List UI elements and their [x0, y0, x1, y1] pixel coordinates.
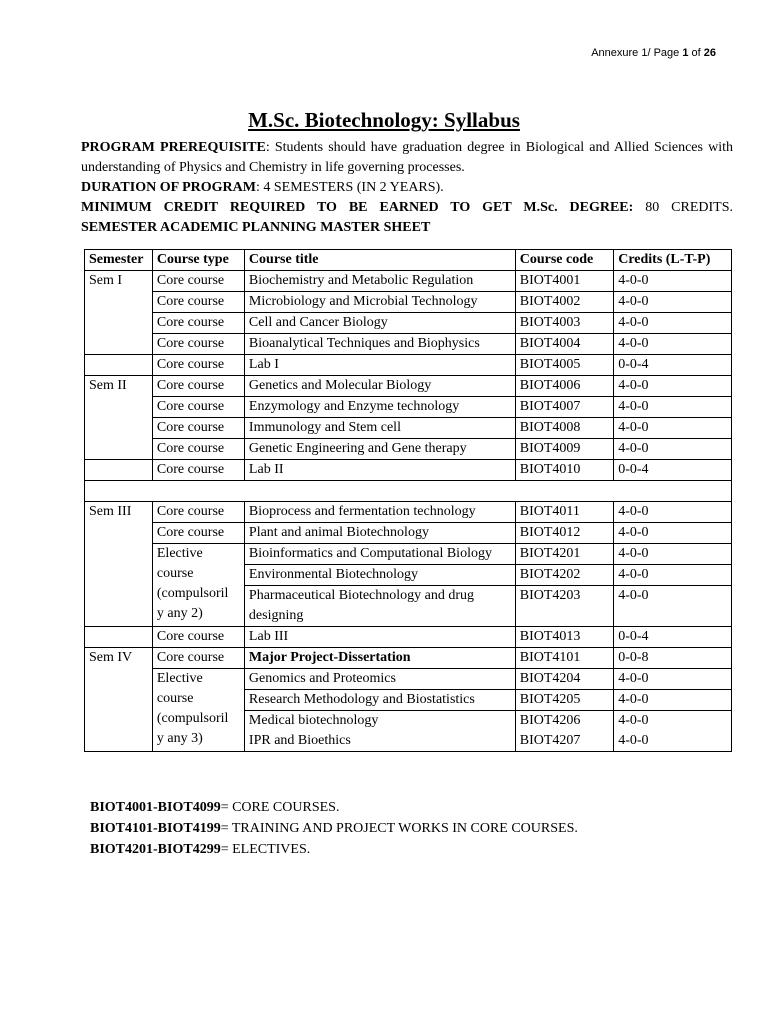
course-title: Environmental Biotechnology [244, 565, 515, 586]
semester-cell: Sem II [85, 376, 153, 397]
table-header-row [85, 250, 732, 271]
course-credits: 0-0-4 [614, 355, 732, 376]
course-code: BIOT4008 [515, 418, 613, 439]
separator-row [85, 481, 732, 502]
elective-line: (compulsoril [156, 711, 229, 726]
course-title: Genetic Engineering and Gene therapy [244, 439, 515, 460]
course-credits: 4-0-0 [614, 418, 732, 439]
course-code: BIOT4011 [515, 502, 613, 523]
semester-cell [85, 565, 153, 586]
course-type: Core course [152, 418, 244, 439]
course-code: BIOT4101 [515, 648, 613, 669]
course-code: BIOT4201 [515, 544, 613, 565]
legend-core: BIOT4001-BIOT4099= CORE COURSES. [90, 800, 340, 815]
course-credits: 4-0-0 [614, 586, 732, 627]
page-number-header: Annexure 1/ Page 1 of 26 [591, 47, 716, 59]
table-row [85, 292, 732, 313]
course-credits: 0-0-8 [614, 648, 732, 669]
course-credits: 4-0-0 [614, 502, 732, 523]
minimum-credit: MINIMUM CREDIT REQUIRED TO BE EARNED TO GET M.Sc. DEGREE: 80 CREDITS. [81, 200, 734, 215]
course-credits: 4-0-0 [614, 690, 732, 711]
course-title: Cell and Cancer Biology [244, 313, 515, 334]
semester-cell [85, 544, 153, 565]
course-credits: 4-0-0 [614, 439, 732, 460]
course-credits: 4-0-0 [614, 669, 732, 690]
course-type: Core course [152, 502, 244, 523]
course-credits: 4-0-0 [614, 523, 732, 544]
header-credits: Credits (L-T-P) [614, 250, 732, 271]
course-type: Core course [152, 292, 244, 313]
course-title: Enzymology and Enzyme technology [244, 397, 515, 418]
elective-line: course [156, 566, 194, 581]
course-title: Lab II [244, 460, 515, 481]
course-code: BIOT4202 [515, 565, 613, 586]
course-credits: 4-0-0 [614, 565, 732, 586]
course-code: BIOT4207 [515, 731, 613, 752]
table-row [85, 397, 732, 418]
program-duration: DURATION OF PROGRAM: 4 SEMESTERS (IN 2 YEARS). [81, 180, 444, 195]
legend-training: BIOT4101-BIOT4199= TRAINING AND PROJECT WORKS IN CORE COURSES. [90, 821, 578, 836]
header-course-title: Course title [244, 250, 515, 271]
table-row [85, 523, 732, 544]
program-intro [81, 138, 733, 238]
table-row [85, 313, 732, 334]
header-course-type: Course type [152, 250, 244, 271]
table-row [85, 376, 732, 397]
semester-cell [85, 627, 153, 648]
elective-line: course [156, 691, 194, 706]
course-type: Core course [152, 439, 244, 460]
course-title: Major Project-Dissertation [244, 648, 515, 669]
table-row [85, 544, 732, 565]
course-title: Bioprocess and fermentation technology [244, 502, 515, 523]
course-code: BIOT4203 [515, 586, 613, 627]
elective-line: y any 2) [156, 606, 203, 621]
course-code: BIOT4012 [515, 523, 613, 544]
course-credits: 4-0-0 [614, 731, 732, 752]
course-title: Genomics and Proteomics [244, 669, 515, 690]
course-title: Plant and animal Biotechnology [244, 523, 515, 544]
course-code: BIOT4204 [515, 669, 613, 690]
course-title: IPR and Bioethics [244, 731, 515, 752]
course-code: BIOT4006 [515, 376, 613, 397]
course-type-elective [152, 669, 244, 752]
course-type: Core course [152, 334, 244, 355]
table-row [85, 334, 732, 355]
elective-line: (compulsoril [156, 586, 229, 601]
course-title: Lab I [244, 355, 515, 376]
course-code: BIOT4205 [515, 690, 613, 711]
course-title: Medical biotechnology [244, 711, 515, 732]
course-code: BIOT4010 [515, 460, 613, 481]
semester-cell [85, 355, 153, 376]
course-type: Core course [152, 627, 244, 648]
course-title: Pharmaceutical Biotechnology and drug designing [244, 586, 515, 627]
semester-cell [85, 334, 153, 355]
course-code: BIOT4005 [515, 355, 613, 376]
semester-cell [85, 292, 153, 313]
course-title: Immunology and Stem cell [244, 418, 515, 439]
table-row [85, 669, 732, 690]
course-type: Core course [152, 271, 244, 292]
semester-cell [85, 397, 153, 418]
table-row [85, 627, 732, 648]
semester-cell [85, 523, 153, 544]
course-type: Core course [152, 397, 244, 418]
elective-line: y any 3) [156, 731, 203, 746]
course-code: BIOT4003 [515, 313, 613, 334]
header-semester: Semester [85, 250, 153, 271]
elective-line: Elective [156, 546, 203, 561]
course-title: Biochemistry and Metabolic Regulation [244, 271, 515, 292]
code-legend [90, 797, 578, 860]
course-type: Core course [152, 523, 244, 544]
semester-cell [85, 460, 153, 481]
course-type: Core course [152, 376, 244, 397]
document-title: M.Sc. Biotechnology: Syllabus [248, 108, 520, 132]
course-code: BIOT4004 [515, 334, 613, 355]
course-credits: 4-0-0 [614, 313, 732, 334]
semester-cell [85, 418, 153, 439]
semester-cell [85, 313, 153, 334]
master-sheet-heading: SEMESTER ACADEMIC PLANNING MASTER SHEET [81, 220, 431, 235]
semester-cell: Sem I [85, 271, 153, 292]
course-type: Core course [152, 355, 244, 376]
table-row [85, 460, 732, 481]
course-type-elective [152, 544, 244, 627]
semester-cell: Sem IV [85, 648, 153, 752]
course-credits: 0-0-4 [614, 627, 732, 648]
course-title: Microbiology and Microbial Technology [244, 292, 515, 313]
course-credits: 4-0-0 [614, 376, 732, 397]
course-code: BIOT4007 [515, 397, 613, 418]
course-credits: 4-0-0 [614, 397, 732, 418]
course-credits: 4-0-0 [614, 334, 732, 355]
table-row [85, 418, 732, 439]
table-row [85, 271, 732, 292]
course-title: Bioinformatics and Computational Biology [244, 544, 515, 565]
elective-line: Elective [156, 671, 203, 686]
course-credits: 0-0-4 [614, 460, 732, 481]
course-code: BIOT4206 [515, 711, 613, 732]
table-row [85, 439, 732, 460]
course-title: Lab III [244, 627, 515, 648]
course-code: BIOT4009 [515, 439, 613, 460]
semester-cell [85, 586, 153, 627]
program-prerequisite: PROGRAM PREREQUISITE: Students should have graduation degree in Biological and Allied Sciences with understanding of Physics and Chemistry in life governing processes. [81, 140, 733, 175]
course-title: Bioanalytical Techniques and Biophysics [244, 334, 515, 355]
header-course-code: Course code [515, 250, 613, 271]
course-credits: 4-0-0 [614, 271, 732, 292]
course-credits: 4-0-0 [614, 544, 732, 565]
course-code: BIOT4002 [515, 292, 613, 313]
separator-cell [85, 481, 732, 502]
course-title: Genetics and Molecular Biology [244, 376, 515, 397]
table-row [85, 502, 732, 523]
semester-cell [85, 439, 153, 460]
course-type: Core course [152, 313, 244, 334]
table-row [85, 648, 732, 669]
course-credits: 4-0-0 [614, 292, 732, 313]
semester-cell: Sem III [85, 502, 153, 523]
course-code: BIOT4001 [515, 271, 613, 292]
course-type: Core course [152, 460, 244, 481]
course-code: BIOT4013 [515, 627, 613, 648]
course-type: Core course [152, 648, 244, 669]
table-row [85, 355, 732, 376]
course-title: Research Methodology and Biostatistics [244, 690, 515, 711]
syllabus-table [84, 249, 732, 752]
course-credits: 4-0-0 [614, 711, 732, 732]
legend-electives: BIOT4201-BIOT4299= ELECTIVES. [90, 842, 311, 857]
